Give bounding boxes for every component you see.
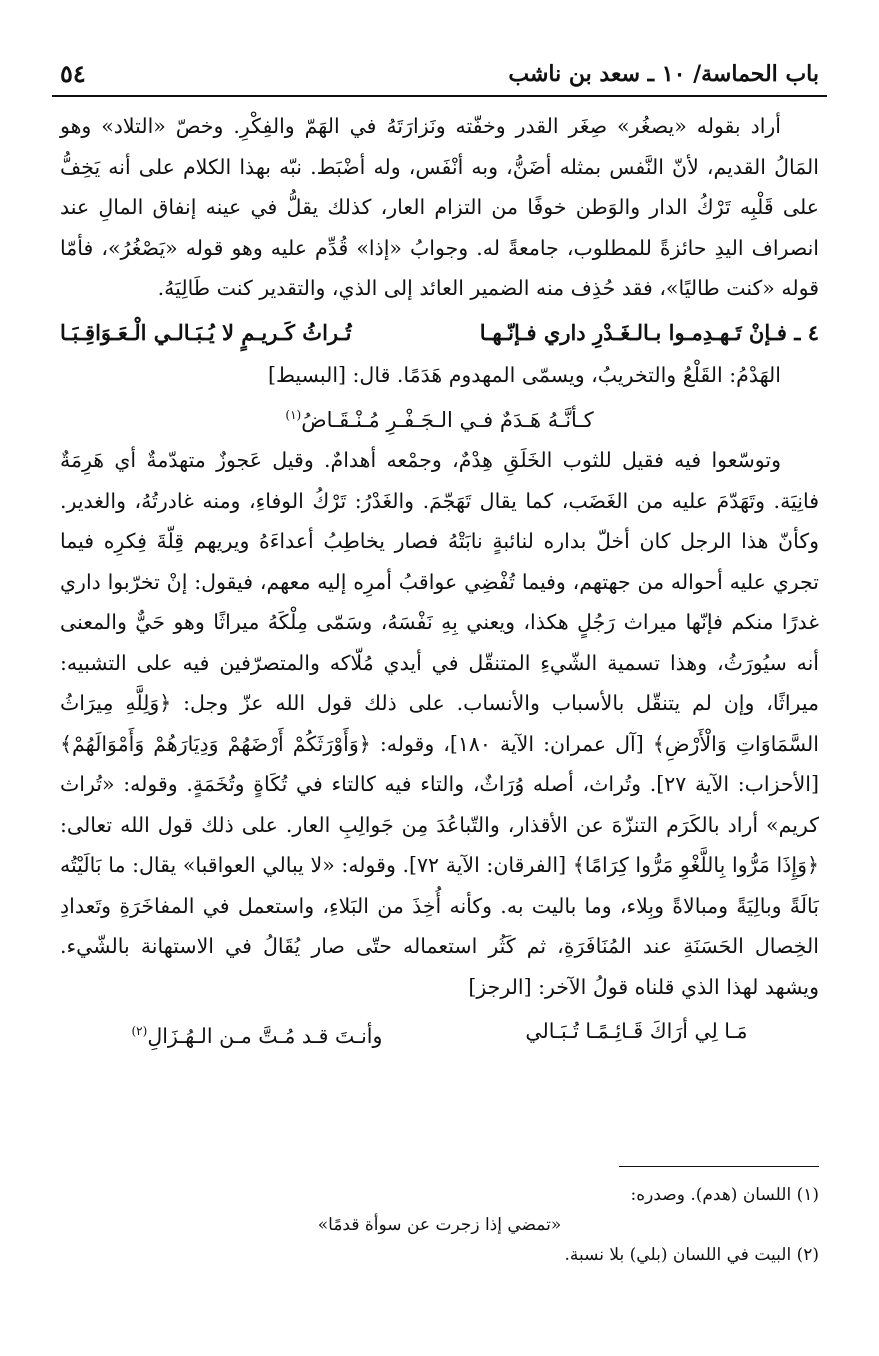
quoted-half-verse bbox=[60, 395, 819, 440]
footnote-separator bbox=[619, 1166, 819, 1167]
chapter-title: باب الحماسة/ ١٠ ـ سعد بن ناشب bbox=[508, 61, 819, 87]
verse-hemistich-second: تُـراثُ كَـريـمٍ لا يُـبَـالـي الْـعَـوَاقِـبَـا bbox=[60, 319, 352, 345]
verse-hemistich-first: ٤ ـ فـإنْ تَـهـدِمـوا بـالـغَـدْرِ داري فـإنّـهـا bbox=[479, 319, 819, 345]
footnote-ref-1: (١) bbox=[285, 408, 302, 422]
commentary-paragraph-1: أراد بقوله «يصغُر» صِغَر القدر وخفّته ونَزارَتَهُ في الهَمّ والفِكْرِ. وخصّ «التلاد» وهو المَالُ القديم، لأنّ النَّفس بمثله أضَنُّ، وبه أنْفَس، وله أضْبَط. نبّه بهذا الكلام على أنه يَخِفُّ على قَلْبِه تَرْكُ الدار والوَطن خوفًا من التزام العار، كذلك يقلُّ في عينه إنفاق المالِ عند انصراف اليدِ حائزةً للمطلوب، جامعةً له. وجوابُ «إذا» قُدِّم عليه وهو قوله «يَصْغُرُ»، فأمّا قوله «كنت طاليًا»، فقد حُذِف منه الضمير العائد إلى الذي، والتقدير كنت طَالِيَهُ. bbox=[60, 114, 819, 300]
poem-verse-4 bbox=[60, 311, 819, 355]
running-header bbox=[52, 55, 827, 97]
half-verse-text: كـأنَّـهُ هَـدَمٌ فـي الـجَـفْـرِ مُـنْـقَـاضُ bbox=[301, 408, 594, 432]
footnote-ref-2: (٢) bbox=[131, 1024, 148, 1038]
definition-line: الهَدْمُ: القَلْعُ والتخريبُ، ويسمّى المهدوم هَدَمًا. قال: [البسيط] bbox=[267, 362, 781, 387]
footnote-1-quote: «تمضي إذا زجرت عن سوأة قدمًا» bbox=[317, 1215, 562, 1235]
footnote-1: (١) اللسان (هدم). وصدره: bbox=[630, 1185, 819, 1205]
rajaz-verse bbox=[60, 1009, 819, 1058]
main-text bbox=[60, 106, 819, 1058]
footnote-2: (٢) البيت في اللسان (بلي) بلا نسبة. bbox=[564, 1245, 819, 1265]
rajaz-second-wrap bbox=[131, 1009, 382, 1058]
rajaz-first: مَـا لِي أرَاكَ قَـائِـمًـا تُـبَـالي bbox=[525, 1019, 748, 1043]
page-number: ٥٤ bbox=[60, 59, 86, 88]
commentary-paragraph-2: وتوسّعوا فيه فقيل للثوب الخَلَقِ هِدْمٌ، وجمْعه أهدامٌ. وقيل عَجوزٌ متهدّمةٌ أي هَرِمَةٌ فانِيَة. وتَهَدّمَ عليه من الغَضَب، كما يقال تَهَجّمَ. والغَدْرُ: تَرْكُ الوفاءِ، ومنه غادرتُهُ، والغدير. وكأنّ هذا الرجل كان أخلّ بداره لنائبةٍ نابَتْهُ فصار يخاطِبُ أعداءَهُ ويريهم قِلّةَ فِكرِه فيما تجري عليه أحواله من جهتهم، وفيما تُفْضِي عواقبُ أمرِه إليه معهم، فيقول: إنْ تخرّبوا داري غدرًا منكم فإنّها ميراث رَجُلٍ هكذا، ويعني بِهِ نَفْسَهُ، وسَمّى مِلْكَهُ ميراثًا وهو حَيٌّ والمعنى أنه سيُورَثُ، وهذا تسمية الشّيءِ المتنقّل في أيدي مُلّاكه والمتصرّفين فيه على التشبيه: ميراثًا، وإن لم يتنقّل بالأسباب والأنساب. على ذلك قول الله عزّ وجل: ﴿وَلِلَّهِ مِيرَاثُ السَّمَاوَاتِ وَالْأَرْضِ﴾ [آل عمران: الآية ١٨٠]، وقوله: ﴿وَأَوْرَثَكُمْ أَرْضَهُمْ وَدِيَارَهُمْ وَأَمْوَالَهُمْ﴾ [الأحزاب: الآية ٢٧]. وتُراث، أصله وُرَاثٌ، والتاء فيه كالتاء في تُكَاةٍ وتُخَمَةٍ. وقوله: «تُراث كريم» أراد بالكَرَم التنزّهَ عن الأقذار، والتّباعُدَ مِن جَوالِبِ العار. على ذلك قول الله تعالى: ﴿وَإِذَا مَرُّوا بِاللَّغْوِ مَرُّوا كِرَامًا﴾ [الفرقان: الآية ٧٢]. وقوله: «لا يبالي العواقبا» يقال: ما بَالَيْتُه بَالَةً وبالِيَةً ومبالاةً وبِلاء، وما باليت به. وكأنه أُخِذَ من البَلاءِ، واستعمل في المفاخَرَةِ وتَعدادِ الخِصال الحَسَنَةِ عند المُنَافَرَةِ، ثم كَثُر استعماله حتّى صار يُقَالُ في الاستهانة بالشّيء. ويشهد لهذا الذي قلناه قولُ الآخر: [الرجز] bbox=[60, 448, 819, 999]
rajaz-second: وأنـتَ قـد مُـتَّ مـن الـهُـزَالِ bbox=[147, 1023, 383, 1048]
footnotes bbox=[60, 1180, 819, 1270]
